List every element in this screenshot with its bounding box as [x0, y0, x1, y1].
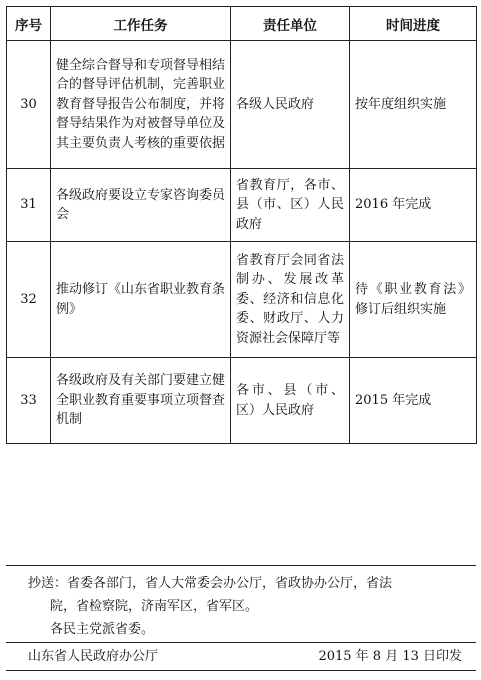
row-number: 33: [7, 358, 51, 444]
row-task: 各级政府及有关部门要建立健全职业教育重要事项立项督查机制: [51, 358, 231, 444]
row-number: 30: [7, 41, 51, 169]
table-header-row: [7, 7, 477, 41]
row-task: 推动修订《山东省职业教育条例》: [51, 242, 231, 358]
footer-bottom-rule: [6, 670, 476, 671]
row-time: 待《职业教育法》修订后组织实施: [350, 242, 477, 358]
header-task: 工作任务: [51, 7, 231, 41]
row-unit: 省教育厅会同省法制办、发展改革委、经济和信息化委、财政厅、人力资源社会保障厅等: [231, 242, 350, 358]
table-row: [7, 169, 477, 242]
cc-line-3: 各民主党派省委。: [50, 622, 155, 637]
header-unit: 责任单位: [231, 7, 350, 41]
issue-date: 2015 年 8 月 13 日印发: [318, 649, 462, 664]
table-row: [7, 242, 477, 358]
row-unit: 省教育厅，各市、县（市、区）人民政府: [231, 169, 350, 242]
row-task: 健全综合督导和专项督导相结合的督导评估机制，完善职业教育督导报告公布制度，并将督导结果作为对被督导单位及其主要负责人考核的重要依据: [51, 41, 231, 169]
cc-line-2: 院，省检察院，济南军区，省军区。: [50, 599, 259, 614]
row-time: 2015 年完成: [350, 358, 477, 444]
row-task: 各级政府要设立专家咨询委员会: [51, 169, 231, 242]
issuer-name: 山东省人民政府办公厅: [28, 649, 159, 664]
row-number: 31: [7, 169, 51, 242]
row-unit: 各市、县（市、区）人民政府: [231, 358, 350, 444]
row-time: 按年度组织实施: [350, 41, 477, 169]
row-time: 2016 年完成: [350, 169, 477, 242]
row-number: 32: [7, 242, 51, 358]
table-row: [7, 358, 477, 444]
row-unit: 各级人民政府: [231, 41, 350, 169]
header-number: 序号: [7, 7, 51, 41]
cc-line-1: 抄送：省委各部门，省人大常委会办公厅，省政协办公厅，省法: [28, 576, 393, 591]
cc-block: [6, 572, 476, 641]
task-table: [6, 6, 477, 444]
table-row: [7, 41, 477, 169]
footer-top-rule: [6, 565, 476, 566]
header-time: 时间进度: [350, 7, 477, 41]
footer-middle-rule: [6, 642, 476, 643]
